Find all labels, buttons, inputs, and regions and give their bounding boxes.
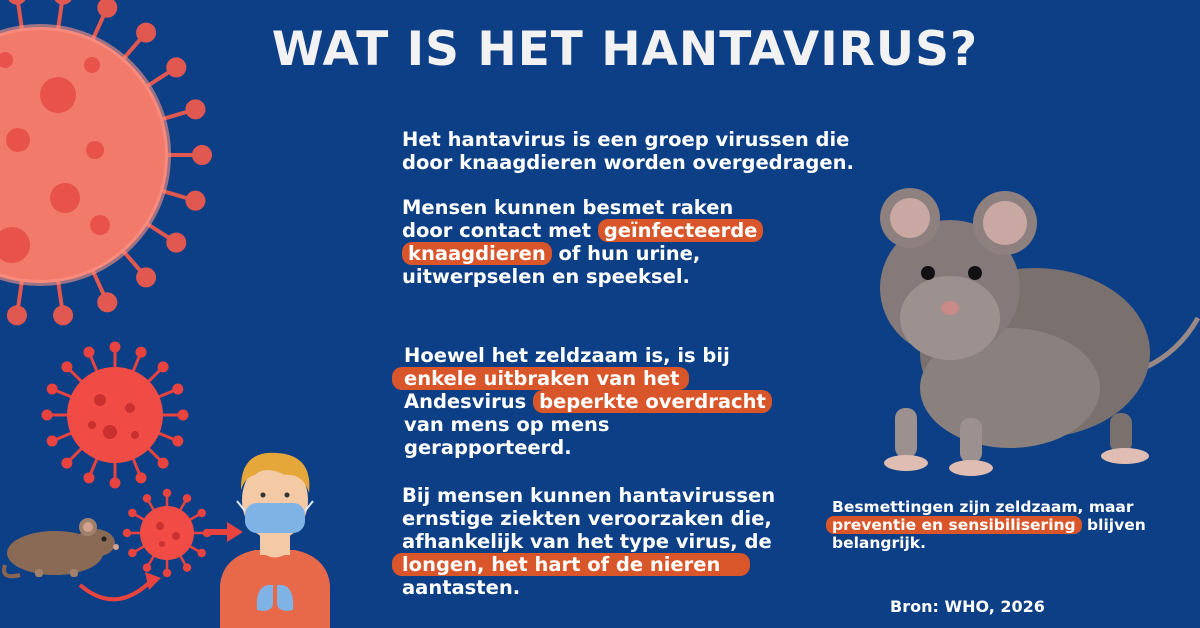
virus-spike-tip <box>168 235 184 251</box>
highlight: knaagdieren <box>402 242 552 265</box>
virus-spike-tip <box>194 147 210 163</box>
virus-spike-tip <box>164 490 170 496</box>
text-segment: blijven <box>1081 516 1146 534</box>
text-line <box>392 367 772 390</box>
text-line: van mens op mens <box>404 413 610 436</box>
text-line <box>404 390 772 413</box>
rat-illustration <box>810 178 1200 478</box>
virus-spike-tip <box>43 411 51 419</box>
virus-spike-tip <box>85 474 93 482</box>
virus-spike-tip <box>184 495 190 501</box>
highlight: geïnfecteerde <box>598 219 764 242</box>
virus-spike-tip <box>111 479 119 487</box>
virus-spike-tip <box>159 459 167 467</box>
highlight: beperkte overdracht <box>533 390 772 413</box>
virus-spike-tip <box>187 101 203 117</box>
text-line <box>402 219 763 242</box>
virus-spike-tip <box>144 495 150 501</box>
virus-spike-tip <box>199 510 205 516</box>
virus-spike-tip <box>187 193 203 209</box>
andesvirus-paragraph <box>404 344 772 459</box>
disease-paragraph <box>402 484 775 599</box>
text-line: Bij mensen kunnen hantavirussen <box>402 484 776 507</box>
virus-spike-tip <box>137 348 145 356</box>
virus-spike-tip <box>9 307 25 323</box>
text-line <box>826 516 1146 534</box>
text-line <box>402 242 763 265</box>
text-segment: of hun urine, <box>551 242 701 265</box>
text-line: Mensen kunnen besmet raken <box>402 196 734 219</box>
virus-spike-tip <box>199 550 205 556</box>
highlight: enkele uitbraken van het <box>392 367 689 390</box>
virus-spike-tip <box>129 550 135 556</box>
text-line: belangrijk. <box>832 534 926 552</box>
virus-spike-tip <box>48 437 56 445</box>
virus-spike-tip <box>63 363 71 371</box>
virus-spike-tip <box>111 343 119 351</box>
text-line: Het hantavirus is een groep virussen die <box>402 128 850 151</box>
text-line: ernstige ziekten veroorzaken die, <box>402 507 772 530</box>
virus-spike-tip <box>99 0 115 16</box>
intro-paragraph <box>402 128 854 174</box>
text-line: Hoewel het zeldzaam is, is bij <box>404 344 730 367</box>
virus-spike-tip <box>9 0 25 3</box>
source-label: Bron: WHO, 2026 <box>890 597 1045 616</box>
person-mask-illustration <box>215 445 335 628</box>
text-segment: Andesvirus <box>404 390 534 413</box>
virus-spike-tip <box>179 411 187 419</box>
virus-spike-tip <box>137 474 145 482</box>
highlight: preventie en sensibilisering <box>826 516 1082 534</box>
virus-spike-tip <box>55 0 71 3</box>
virus-spike-tip <box>174 437 182 445</box>
text-line: door knaagdieren worden overgedragen. <box>402 151 854 174</box>
virus-spike-tip <box>63 459 71 467</box>
text-line: uitwerpselen en speeksel. <box>402 265 690 288</box>
virus-spike-tip <box>184 565 190 571</box>
virus-spike-tip <box>159 363 167 371</box>
virus-spike-tip <box>138 269 154 285</box>
virus-spike-tip <box>174 385 182 393</box>
virus-spike-tip <box>99 294 115 310</box>
prevention-note <box>832 498 1146 552</box>
virus-medium-illustration <box>40 340 190 490</box>
text-line: Besmettingen zijn zeldzaam, maar <box>832 498 1134 516</box>
text-segment: door contact met <box>402 219 598 242</box>
text-line: aantasten. <box>402 576 521 599</box>
virus-spike-tip <box>55 307 71 323</box>
transmission-paragraph <box>402 196 763 288</box>
page-title: WAT IS HET HANTAVIRUS? <box>271 22 979 77</box>
virus-spike-tip <box>48 385 56 393</box>
text-line <box>392 553 775 576</box>
virus-spike-tip <box>85 348 93 356</box>
text-line: afhankelijk van het type virus, de <box>402 530 772 553</box>
small-mouse-illustration <box>0 505 125 585</box>
highlight: longen, het hart of de nieren <box>392 553 750 576</box>
virus-spike-tip <box>129 510 135 516</box>
text-line: gerapporteerd. <box>404 436 572 459</box>
